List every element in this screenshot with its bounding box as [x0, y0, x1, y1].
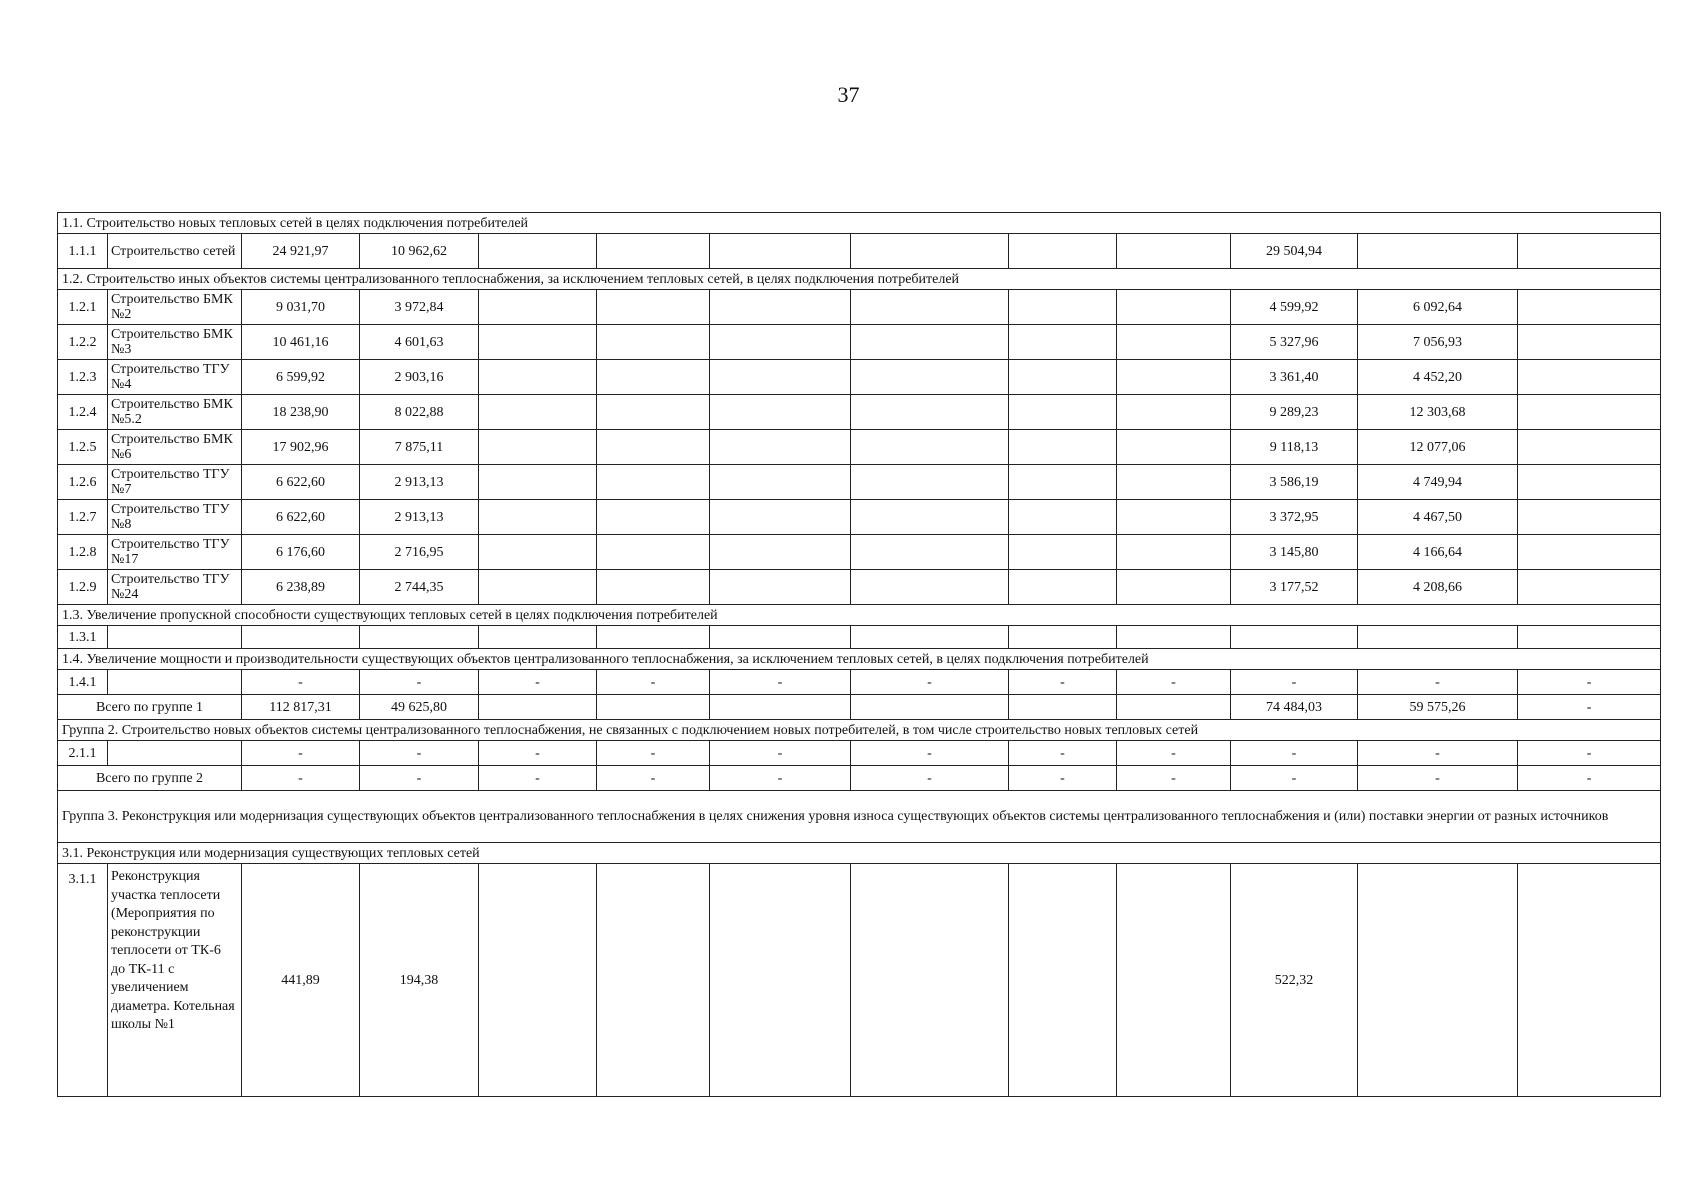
empty-cell	[1009, 290, 1117, 325]
empty-cell	[1518, 430, 1661, 465]
cell-value: 59 575,26	[1358, 695, 1518, 720]
empty-cell	[1117, 626, 1231, 649]
empty-cell	[1518, 290, 1661, 325]
cell-dash: -	[360, 670, 479, 695]
cell-dash: -	[1518, 766, 1661, 791]
empty-cell	[597, 465, 710, 500]
cell-dash: -	[1009, 670, 1117, 695]
empty-cell	[1009, 465, 1117, 500]
row-code: 1.1.1	[58, 234, 108, 269]
cell-value: 112 817,31	[242, 695, 360, 720]
row-name: Строительство сетей	[108, 234, 242, 269]
cell-dash: -	[242, 670, 360, 695]
cell-dash: -	[1231, 670, 1358, 695]
row-code: 1.3.1	[58, 626, 108, 649]
cell-dash: -	[851, 766, 1009, 791]
table-row	[58, 290, 1661, 325]
cell-value: 441,89	[242, 864, 360, 1097]
empty-cell	[710, 360, 851, 395]
row-name: Строительство ТГУ №24	[108, 570, 242, 605]
cell-dash: -	[479, 670, 597, 695]
empty-cell	[1117, 465, 1231, 500]
cell-value	[1358, 234, 1518, 269]
table-row	[58, 360, 1661, 395]
empty-cell	[1009, 360, 1117, 395]
empty-cell	[851, 500, 1009, 535]
cell-dash: -	[242, 741, 360, 766]
row-name: Строительство ТГУ №7	[108, 465, 242, 500]
table-row	[58, 430, 1661, 465]
cell-value: 12 303,68	[1358, 395, 1518, 430]
empty-cell	[597, 234, 710, 269]
cell-dash: -	[1117, 741, 1231, 766]
empty-cell	[597, 430, 710, 465]
cell-dash: -	[1358, 741, 1518, 766]
empty-cell	[479, 535, 597, 570]
empty-cell	[1518, 360, 1661, 395]
cell-value: 7 056,93	[1358, 325, 1518, 360]
row-name: Строительство БМК №5.2	[108, 395, 242, 430]
row-code: 1.2.3	[58, 360, 108, 395]
empty-cell	[479, 864, 597, 1097]
empty-cell	[1009, 395, 1117, 430]
row-name: Строительство ТГУ №8	[108, 500, 242, 535]
empty-cell	[479, 430, 597, 465]
empty-cell	[851, 570, 1009, 605]
cell-value: 29 504,94	[1231, 234, 1358, 269]
cell-dash: -	[360, 741, 479, 766]
cell-dash: -	[710, 766, 851, 791]
empty-cell	[1117, 864, 1231, 1097]
cell-dash: -	[597, 670, 710, 695]
empty-cell	[851, 290, 1009, 325]
investment-program-table	[57, 212, 1661, 1097]
empty-cell	[1009, 430, 1117, 465]
empty-cell	[597, 864, 710, 1097]
row-code: 1.2.4	[58, 395, 108, 430]
cell-value: 49 625,80	[360, 695, 479, 720]
cell-dash: -	[479, 766, 597, 791]
section-title-1-1: 1.1. Строительство новых тепловых сетей в целях подключения потребителей	[58, 213, 1661, 234]
cell-dash: -	[1117, 670, 1231, 695]
row-code: 1.2.6	[58, 465, 108, 500]
table-row	[58, 395, 1661, 430]
cell-value: 2 913,13	[360, 500, 479, 535]
empty-cell	[1117, 535, 1231, 570]
row-code: 1.4.1	[58, 670, 108, 695]
cell-value: 17 902,96	[242, 430, 360, 465]
table-row	[58, 535, 1661, 570]
cell-value: 4 166,64	[1358, 535, 1518, 570]
empty-cell	[851, 626, 1009, 649]
cell-value: 6 599,92	[242, 360, 360, 395]
cell-value: 3 586,19	[1231, 465, 1358, 500]
cell-value: 6 092,64	[1358, 290, 1518, 325]
empty-cell	[1009, 626, 1117, 649]
cell-dash: -	[1518, 741, 1661, 766]
cell-value: 6 238,89	[242, 570, 360, 605]
empty-cell	[1117, 570, 1231, 605]
cell-value: 3 177,52	[1231, 570, 1358, 605]
empty-cell	[479, 360, 597, 395]
empty-cell	[597, 500, 710, 535]
cell-value: 74 484,03	[1231, 695, 1358, 720]
cell-value: 3 361,40	[1231, 360, 1358, 395]
empty-cell	[710, 535, 851, 570]
cell-dash: -	[1231, 741, 1358, 766]
row-name: Строительство ТГУ №17	[108, 535, 242, 570]
row-code: 1.2.8	[58, 535, 108, 570]
cell-value: 9 118,13	[1231, 430, 1358, 465]
cell-value: 4 467,50	[1358, 500, 1518, 535]
empty-cell	[710, 430, 851, 465]
empty-cell	[1009, 500, 1117, 535]
empty-cell	[1009, 234, 1117, 269]
cell-value: 7 875,11	[360, 430, 479, 465]
cell-value: 3 972,84	[360, 290, 479, 325]
empty-cell	[710, 395, 851, 430]
row-code: 1.2.2	[58, 325, 108, 360]
row-name: Строительство ТГУ №4	[108, 360, 242, 395]
empty-cell	[597, 535, 710, 570]
cell-dash: -	[1358, 670, 1518, 695]
table-row	[58, 465, 1661, 500]
empty-cell	[710, 864, 851, 1097]
row-code: 1.2.7	[58, 500, 108, 535]
cell-dash: -	[710, 741, 851, 766]
cell-value: 6 622,60	[242, 500, 360, 535]
cell-value: 3 145,80	[1231, 535, 1358, 570]
cell-value: 4 599,92	[1231, 290, 1358, 325]
cell-dash: -	[1009, 766, 1117, 791]
empty-cell	[710, 290, 851, 325]
empty-cell	[710, 695, 851, 720]
empty-cell	[851, 465, 1009, 500]
empty-cell	[1518, 325, 1661, 360]
cell-dash: -	[1009, 741, 1117, 766]
cell-value: 12 077,06	[1358, 430, 1518, 465]
table-row	[58, 864, 1661, 1097]
empty-cell	[479, 325, 597, 360]
empty-cell	[1009, 570, 1117, 605]
empty-cell	[108, 670, 242, 695]
cell-value: 6 176,60	[242, 535, 360, 570]
empty-cell	[1518, 234, 1661, 269]
cell-value: 10 461,16	[242, 325, 360, 360]
empty-cell	[597, 626, 710, 649]
empty-cell	[710, 465, 851, 500]
row-code: 1.2.5	[58, 430, 108, 465]
empty-cell	[108, 626, 242, 649]
section-title-1-2: 1.2. Строительство иных объектов системы централизованного теплоснабжения, за исключением тепловых сетей, в целях подключения потребителей	[58, 269, 1661, 290]
empty-cell	[1117, 430, 1231, 465]
cell-dash: -	[710, 670, 851, 695]
empty-cell	[597, 290, 710, 325]
cell-dash: -	[851, 741, 1009, 766]
empty-cell	[597, 360, 710, 395]
empty-cell	[1117, 695, 1231, 720]
section-row-1-2	[58, 269, 1661, 290]
table-row	[58, 626, 1661, 649]
section-row-1-1	[58, 213, 1661, 234]
empty-cell	[1117, 395, 1231, 430]
empty-cell	[851, 234, 1009, 269]
empty-cell	[1117, 325, 1231, 360]
empty-cell	[479, 500, 597, 535]
empty-cell	[1518, 500, 1661, 535]
cell-value: 10 962,62	[360, 234, 479, 269]
empty-cell	[1117, 500, 1231, 535]
cell-dash: -	[479, 741, 597, 766]
empty-cell	[1231, 626, 1358, 649]
empty-cell	[1009, 864, 1117, 1097]
empty-cell	[1009, 695, 1117, 720]
cell-dash: -	[1518, 670, 1661, 695]
empty-cell	[479, 626, 597, 649]
section-title-group-3: Группа 3. Реконструкция или модернизация существующих объектов централизованного теплоснабжения в целях снижения уровня износа существующих объектов системы централизованного теплоснабжения и (или) поставки энергии от разных источников	[58, 791, 1661, 843]
row-name: Строительство БМК №2	[108, 290, 242, 325]
empty-cell	[360, 626, 479, 649]
cell-dash: -	[597, 766, 710, 791]
empty-cell	[597, 570, 710, 605]
empty-cell	[479, 465, 597, 500]
empty-cell	[479, 234, 597, 269]
cell-value: 24 921,97	[242, 234, 360, 269]
cell-value: 4 749,94	[1358, 465, 1518, 500]
empty-cell	[710, 500, 851, 535]
table-row	[58, 570, 1661, 605]
empty-cell	[851, 430, 1009, 465]
empty-cell	[710, 325, 851, 360]
empty-cell	[597, 395, 710, 430]
empty-cell	[1518, 465, 1661, 500]
empty-cell	[479, 395, 597, 430]
empty-cell	[1518, 535, 1661, 570]
row-name: Строительство БМК №6	[108, 430, 242, 465]
cell-value: 2 716,95	[360, 535, 479, 570]
empty-cell	[1518, 395, 1661, 430]
empty-cell	[851, 535, 1009, 570]
row-name: Строительство БМК №3	[108, 325, 242, 360]
row-code: 2.1.1	[58, 741, 108, 766]
total-label: Всего по группе 1	[58, 695, 242, 720]
cell-value: 4 452,20	[1358, 360, 1518, 395]
table-row	[58, 500, 1661, 535]
section-title-1-4: 1.4. Увеличение мощности и производительности существующих объектов централизованного теплоснабжения, за исключением тепловых сетей, в целях подключения потребителей	[58, 649, 1661, 670]
cell-dash: -	[1231, 766, 1358, 791]
row-code: 3.1.1	[58, 864, 108, 1097]
section-title-1-3: 1.3. Увеличение пропускной способности существующих тепловых сетей в целях подключения потребителей	[58, 605, 1661, 626]
empty-cell	[1117, 290, 1231, 325]
table-row	[58, 741, 1661, 766]
table-row	[58, 325, 1661, 360]
cell-value: 8 022,88	[360, 395, 479, 430]
empty-cell	[1518, 570, 1661, 605]
empty-cell	[1117, 360, 1231, 395]
cell-value: 4 208,66	[1358, 570, 1518, 605]
row-name: Реконструкция участка теплосети (Мероприятия по реконструкции теплосети от ТК-6 до ТК-11 с увеличением диаметра. Котельная школы №1	[108, 864, 242, 1097]
empty-cell	[1358, 864, 1518, 1097]
empty-cell	[597, 695, 710, 720]
empty-cell	[851, 395, 1009, 430]
empty-cell	[1518, 864, 1661, 1097]
cell-value: 194,38	[360, 864, 479, 1097]
section-row-3-1	[58, 843, 1661, 864]
cell-value: 9 031,70	[242, 290, 360, 325]
empty-cell	[1358, 626, 1518, 649]
total-row-group-2	[58, 766, 1661, 791]
empty-cell	[479, 290, 597, 325]
cell-dash: -	[851, 670, 1009, 695]
cell-value: 9 289,23	[1231, 395, 1358, 430]
cell-dash: -	[1358, 766, 1518, 791]
row-code: 1.2.1	[58, 290, 108, 325]
cell-value: 6 622,60	[242, 465, 360, 500]
section-title-group-2: Группа 2. Строительство новых объектов системы централизованного теплоснабжения, не связанных с подключением новых потребителей, в том числе строительство новых тепловых сетей	[58, 720, 1661, 741]
cell-value: 522,32	[1231, 864, 1358, 1097]
empty-cell	[1518, 626, 1661, 649]
cell-dash: -	[242, 766, 360, 791]
empty-cell	[710, 626, 851, 649]
section-row-group-2	[58, 720, 1661, 741]
empty-cell	[851, 325, 1009, 360]
cell-dash: -	[1518, 695, 1661, 720]
cell-value: 2 913,13	[360, 465, 479, 500]
empty-cell	[851, 360, 1009, 395]
section-row-group-3	[58, 791, 1661, 843]
cell-value: 2 744,35	[360, 570, 479, 605]
empty-cell	[851, 695, 1009, 720]
empty-cell	[1009, 325, 1117, 360]
cell-dash: -	[597, 741, 710, 766]
empty-cell	[242, 626, 360, 649]
cell-value: 4 601,63	[360, 325, 479, 360]
empty-cell	[710, 234, 851, 269]
cell-dash: -	[1117, 766, 1231, 791]
empty-cell	[479, 570, 597, 605]
total-label: Всего по группе 2	[58, 766, 242, 791]
section-title-3-1: 3.1. Реконструкция или модернизация существующих тепловых сетей	[58, 843, 1661, 864]
table-row	[58, 234, 1661, 269]
cell-value: 2 903,16	[360, 360, 479, 395]
section-row-1-3	[58, 605, 1661, 626]
total-row-group-1	[58, 695, 1661, 720]
cell-value: 5 327,96	[1231, 325, 1358, 360]
empty-cell	[1117, 234, 1231, 269]
empty-cell	[1009, 535, 1117, 570]
page-number: 37	[837, 82, 860, 107]
empty-cell	[479, 695, 597, 720]
empty-cell	[108, 741, 242, 766]
empty-cell	[851, 864, 1009, 1097]
section-row-1-4	[58, 649, 1661, 670]
cell-value: 18 238,90	[242, 395, 360, 430]
empty-cell	[710, 570, 851, 605]
cell-dash: -	[360, 766, 479, 791]
cell-value: 3 372,95	[1231, 500, 1358, 535]
row-code: 1.2.9	[58, 570, 108, 605]
table-row	[58, 670, 1661, 695]
empty-cell	[597, 325, 710, 360]
